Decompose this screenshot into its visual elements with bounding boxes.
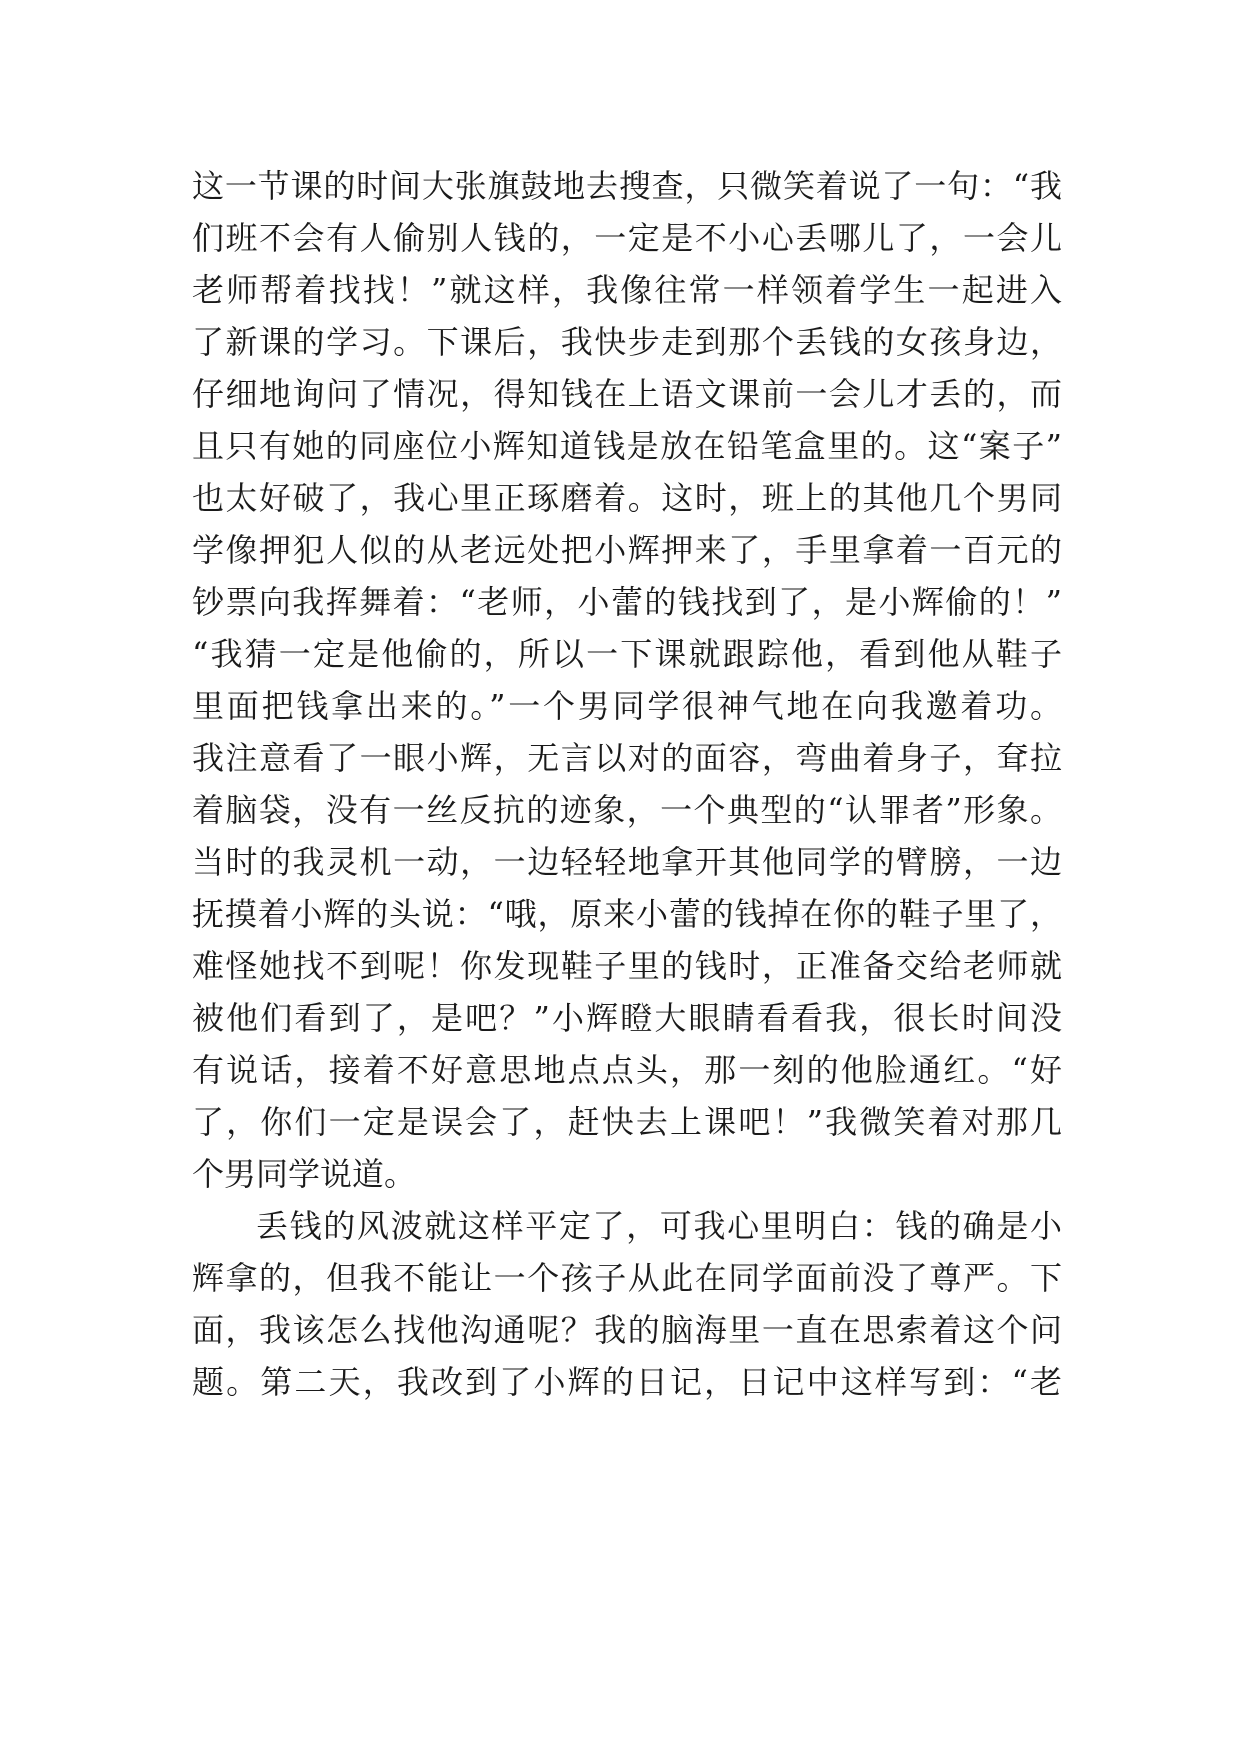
text-line: 老师帮着找找！”就这样，我像往常一样领着学生一起进入 xyxy=(192,271,1062,309)
text-line: “我猜一定是他偷的，所以一下课就跟踪他，看到他从鞋子 xyxy=(192,635,1062,673)
text-line: 且只有她的同座位小辉知道钱是放在铅笔盒里的。这“案子” xyxy=(192,427,1062,465)
text-line: 当时的我灵机一动，一边轻轻地拿开其他同学的臂膀，一边 xyxy=(192,843,1062,881)
text-line: 有说话，接着不好意思地点点头，那一刻的他脸通红。“好 xyxy=(192,1051,1062,1089)
text-line: 了，你们一定是误会了，赶快去上课吧！”我微笑着对那几 xyxy=(192,1103,1062,1141)
paragraph-end-line: 个男同学说道。 xyxy=(192,1155,417,1193)
text-line: 仔细地询问了情况，得知钱在上语文课前一会儿才丢的，而 xyxy=(192,375,1062,413)
text-line: 面，我该怎么找他沟通呢？我的脑海里一直在思索着这个问 xyxy=(192,1311,1062,1349)
text-line: 我注意看了一眼小辉，无言以对的面容，弯曲着身子，耷拉 xyxy=(192,739,1062,777)
text-line: 学像押犯人似的从老远处把小辉押来了，手里拿着一百元的 xyxy=(192,531,1062,569)
text-line: 被他们看到了，是吧？”小辉瞪大眼睛看看我，很长时间没 xyxy=(192,999,1062,1037)
text-line: 着脑袋，没有一丝反抗的迹象，一个典型的“认罪者”形象。 xyxy=(192,791,1062,829)
text-line: 们班不会有人偷别人钱的，一定是不小心丢哪儿了，一会儿 xyxy=(192,219,1062,257)
text-line: 难怪她找不到呢！你发现鞋子里的钱时，正准备交给老师就 xyxy=(192,947,1062,985)
text-line: 里面把钱拿出来的。”一个男同学很神气地在向我邀着功。 xyxy=(192,687,1062,725)
text-line: 抚摸着小辉的头说：“哦，原来小蕾的钱掉在你的鞋子里了， xyxy=(192,895,1062,933)
text-line: 也太好破了，我心里正琢磨着。这时，班上的其他几个男同 xyxy=(192,479,1062,517)
body-text xyxy=(192,160,1062,1408)
text-line: 钞票向我挥舞着：“老师，小蕾的钱找到了，是小辉偷的！” xyxy=(192,583,1062,621)
paragraph-start-line: 丢钱的风波就这样平定了，可我心里明白：钱的确是小 xyxy=(256,1207,1062,1245)
text-line: 了新课的学习。下课后，我快步走到那个丢钱的女孩身边， xyxy=(192,323,1062,361)
text-line: 这一节课的时间大张旗鼓地去搜查，只微笑着说了一句：“我 xyxy=(192,167,1062,205)
text-line: 题。第二天，我改到了小辉的日记，日记中这样写到：“老 xyxy=(192,1363,1062,1401)
text-line: 辉拿的，但我不能让一个孩子从此在同学面前没了尊严。下 xyxy=(192,1259,1062,1297)
